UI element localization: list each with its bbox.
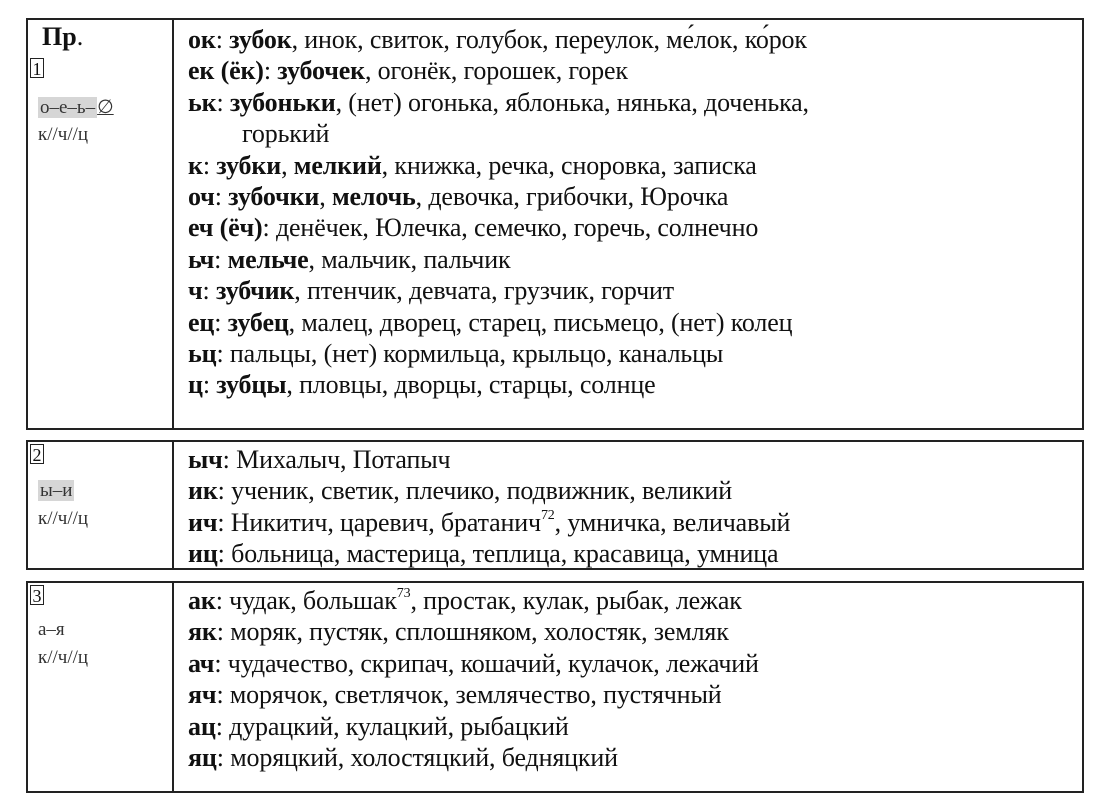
separator: : xyxy=(217,539,232,569)
separator: : xyxy=(216,743,231,773)
examples: денёчек, Юлечка, семечко, горечь, солнечно xyxy=(275,213,759,243)
examples: моряцкий, холостяцкий, бедняцкий xyxy=(230,743,618,773)
example-line xyxy=(188,616,1076,647)
separator: : xyxy=(217,507,231,537)
separator: : xyxy=(216,680,230,710)
alternation-text: ы–и xyxy=(40,480,73,501)
examples: , пловцы, дворцы, старцы, солнце xyxy=(286,370,656,400)
example-line-continuation: горький xyxy=(242,119,330,149)
suffix: ак xyxy=(188,586,216,615)
key-word: зубчик xyxy=(215,276,295,306)
footnote-ref: 73 xyxy=(396,586,411,601)
example-line xyxy=(188,275,1076,306)
separator: : xyxy=(217,476,232,506)
examples: , (нет) огонька, яблонька, нянька, доченька, xyxy=(335,87,809,117)
null-sign: ∅ xyxy=(97,97,114,118)
alternation-label xyxy=(38,96,114,119)
example-line xyxy=(188,150,1076,181)
example-line xyxy=(188,212,1076,243)
examples: , xyxy=(319,182,332,212)
example-line xyxy=(188,711,1076,742)
examples: морячок, светлячок, землячество, пустячный xyxy=(229,680,722,710)
section-1-label-cell xyxy=(28,20,174,428)
suffix: ек (ёк) xyxy=(188,56,264,86)
section-3-examples xyxy=(188,585,1076,773)
suffix: оч xyxy=(188,182,215,212)
example-line xyxy=(188,338,1076,369)
example-line xyxy=(188,244,1076,275)
section-2 xyxy=(26,440,1084,570)
suffix: ыч xyxy=(188,445,223,474)
example-line xyxy=(188,24,1076,55)
separator: : xyxy=(216,87,230,117)
separator: : xyxy=(215,711,230,741)
examples: , умничка, величавый xyxy=(554,507,791,537)
suffix: иц xyxy=(188,539,218,569)
example-line xyxy=(188,507,1076,538)
separator: : xyxy=(215,586,230,615)
key-word: зубец xyxy=(227,307,289,337)
section-1 xyxy=(26,18,1084,430)
header-pr-text: Пр xyxy=(42,22,77,51)
key-word: зубочек xyxy=(277,56,365,86)
section-number: 3 xyxy=(30,585,44,605)
alternation-text: о–е–ь– xyxy=(40,97,96,118)
key-word: мельче xyxy=(227,244,309,274)
examples: чудак, большак xyxy=(229,586,397,615)
suffix: ец xyxy=(188,307,215,337)
alternation-label xyxy=(38,619,65,641)
section-1-examples xyxy=(188,24,1076,401)
separator: : xyxy=(216,339,230,369)
suffix: як xyxy=(188,617,217,647)
example-line xyxy=(188,181,1076,212)
examples: , мальчик, пальчик xyxy=(308,244,511,274)
suffix: ч xyxy=(188,276,203,306)
examples: больница, мастерица, теплица, красавица, умница xyxy=(231,539,779,569)
consonant-alternation: к//ч//ц xyxy=(38,647,89,668)
examples: , девочка, грибочки, Юрочка xyxy=(415,182,729,212)
example-line xyxy=(188,369,1076,400)
example-line xyxy=(188,87,1076,118)
suffix: ач xyxy=(188,648,215,678)
key-word: зубочки xyxy=(228,182,320,212)
section-2-examples xyxy=(188,444,1076,570)
suffix: еч (ёч) xyxy=(188,213,263,243)
separator: : xyxy=(215,25,230,54)
examples: Михалыч, Потапыч xyxy=(236,445,451,474)
section-3 xyxy=(26,581,1084,793)
consonant-alternation: к//ч//ц xyxy=(38,508,89,529)
examples: , малец, дворец, старец, письмецо, (нет) колец xyxy=(288,307,793,337)
header-pr xyxy=(42,22,83,52)
section-2-label-cell xyxy=(28,442,174,568)
alternation-text: а–я xyxy=(38,619,65,640)
separator: : xyxy=(202,150,217,180)
section-3-label-cell xyxy=(28,583,174,791)
suffix: ьц xyxy=(188,339,217,369)
key-word: зубоньки xyxy=(229,87,336,117)
key-word: мелочь xyxy=(331,182,416,212)
suffix: яч xyxy=(188,680,217,710)
separator: : xyxy=(214,244,228,274)
suffix: ок xyxy=(188,25,216,54)
separator: : xyxy=(202,370,217,400)
suffix: ьч xyxy=(188,244,215,274)
suffix: ьк xyxy=(188,87,217,117)
separator: : xyxy=(214,182,229,212)
alternation-label xyxy=(38,480,74,502)
examples: дурацкий, кулацкий, рыбацкий xyxy=(229,711,569,741)
separator: : xyxy=(202,276,216,306)
example-line xyxy=(188,585,1076,616)
example-line xyxy=(188,648,1076,679)
section-number: 2 xyxy=(30,444,44,464)
separator: : xyxy=(262,213,276,243)
examples: , простак, кулак, рыбак, лежак xyxy=(410,586,742,615)
separator: : xyxy=(216,617,231,647)
separator: : xyxy=(222,445,237,474)
header-pr-dot: . xyxy=(76,22,84,51)
example-line xyxy=(188,538,1076,569)
examples: , огонёк, горошек, горек xyxy=(364,56,628,86)
suffix: ац xyxy=(188,711,216,741)
example-line xyxy=(188,444,1076,475)
examples: моряк, пустяк, сплошняком, холостяк, земляк xyxy=(230,617,729,647)
example-line xyxy=(188,742,1076,773)
suffix: ик xyxy=(188,476,218,506)
example-line xyxy=(188,475,1076,506)
suffix: ц xyxy=(188,370,203,400)
footnote-ref: 72 xyxy=(540,507,555,523)
example-line xyxy=(188,55,1076,86)
key-word: зубки xyxy=(216,150,282,180)
separator: : xyxy=(214,307,228,337)
example-line xyxy=(188,307,1076,338)
key-word: мелкий xyxy=(293,150,382,180)
separator: : xyxy=(214,648,228,678)
key-word: зубцы xyxy=(216,370,287,400)
consonant-alternation: к//ч//ц xyxy=(38,124,89,145)
example-line xyxy=(188,679,1076,710)
suffix: к xyxy=(188,150,203,180)
examples: , птенчик, девчата, грузчик, горчит xyxy=(294,276,674,306)
examples: , инок, свиток, голубок, переулок, ме́лок, ко́рок xyxy=(291,25,807,54)
suffix: ич xyxy=(188,507,218,537)
examples: чудачество, скрипач, кошачий, кулачок, лежачий xyxy=(227,648,759,678)
examples: , xyxy=(281,150,294,180)
section-number: 1 xyxy=(30,58,44,78)
key-word: зубок xyxy=(229,25,292,54)
examples: ученик, светик, плечико, подвижник, великий xyxy=(231,476,732,506)
separator: : xyxy=(263,56,278,86)
examples: пальцы, (нет) кормильца, крыльцо, канальцы xyxy=(229,339,724,369)
examples: , книжка, речка, сноровка, записка xyxy=(381,150,757,180)
examples: Никитич, царевич, братанич xyxy=(230,507,541,537)
suffix: яц xyxy=(188,743,217,773)
